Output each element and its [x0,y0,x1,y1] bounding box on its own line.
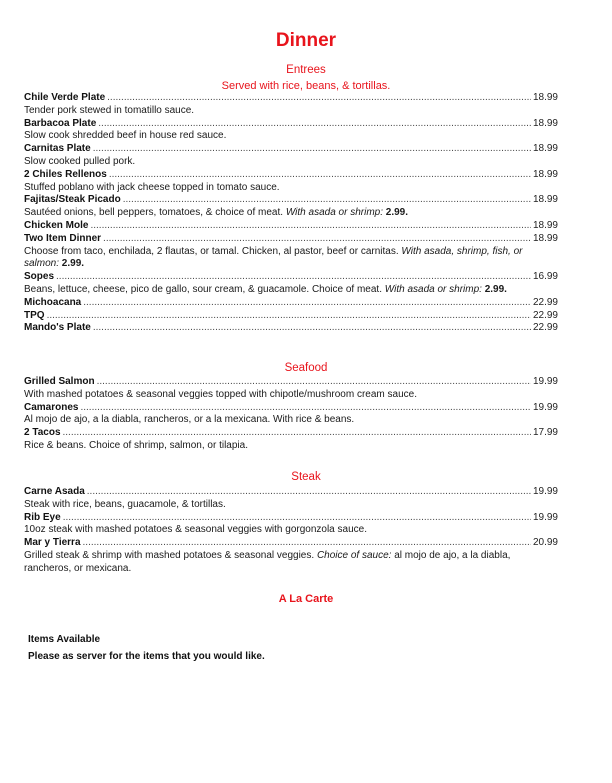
option-note: With asada, shrimp, fish, or salmon: [24,245,523,270]
menu-item-name: 2 Chiles Rellenos [24,168,107,180]
alacarte-note: Please as server for the items that you would like. [28,651,265,662]
dot-leader [98,118,531,131]
menu-item-row [24,486,558,499]
menu-item-description [24,440,558,453]
menu-item-description [24,550,558,576]
addon-note: al mojo de ajo, a la diabla, rancheros, or mexicana. [24,549,511,574]
menu-item-row [24,233,558,246]
seafood-list [24,376,558,453]
menu-item-price: 18.99 [532,143,558,155]
menu-item-price: 18.99 [532,92,558,103]
menu-item-name: Carnitas Plate [24,143,91,155]
menu-item-row [24,322,558,335]
dot-leader [93,143,531,156]
menu-item-row [24,310,558,323]
option-note: With asada or shrimp: [384,283,482,295]
description-text: Grilled steak & shrimp with mashed potatoes & seasonal veggies. [24,549,317,561]
menu-item-name: Mar y Tierra [24,537,81,549]
menu-item-name: Fajitas/Steak Picado [24,194,121,206]
menu-item-price: 19.99 [532,401,558,413]
dot-leader [83,537,531,550]
dot-leader [123,194,531,207]
menu-item-name: Sopes [24,271,55,283]
menu-item-name: TPQ [24,309,45,321]
menu-item-row [24,220,558,233]
menu-item-description [24,105,558,118]
menu-item-price: 18.99 [532,194,558,206]
menu-item-price: 19.99 [532,511,558,523]
option-note: With asada or shrimp: [285,207,383,219]
menu-item-description [24,284,558,297]
alacarte-info [28,631,265,665]
menu-item-price: 18.99 [532,219,558,231]
menu-item-row [24,143,558,156]
menu-item-price: 19.99 [532,486,558,497]
menu-item-name: Camarones [24,401,79,413]
menu-item-description [24,389,558,402]
dot-leader [56,271,531,284]
description-text: Tender pork stewed in tomatillo sauce. [24,104,195,116]
dot-leader [93,322,531,335]
menu-item-row [24,271,558,284]
menu-item-price: 19.99 [532,376,558,387]
menu-item-name: Two Item Dinner [24,232,102,244]
menu-item-row [24,92,558,105]
menu-item-name: Grilled Salmon [24,376,95,387]
menu-item-price: 18.99 [532,232,558,244]
menu-item-row [24,512,558,525]
seafood-title: Seafood [284,362,328,374]
menu-item-name: 2 Tacos [24,427,61,439]
items-available-heading: Items Available [28,634,101,645]
menu-item-description [24,524,558,537]
menu-item-row [24,427,558,440]
menu-item-price: 22.99 [532,296,558,308]
dot-leader [90,220,531,233]
steak-list [24,486,558,576]
dot-leader [87,486,531,499]
menu-item-price: 22.99 [532,322,558,334]
menu-item-description [24,130,558,143]
menu-item-row [24,297,558,310]
dot-leader [107,92,531,105]
page-title: Dinner [275,30,337,51]
menu-item-price: 16.99 [532,271,558,283]
menu-item-row [24,118,558,131]
menu-item-name: Michoacana [24,296,82,308]
description-text: Stuffed poblano with jack cheese topped in tomato sauce. [24,181,280,193]
menu-item-name: Chile Verde Plate [24,92,106,103]
menu-item-row [24,402,558,415]
dot-leader [63,512,531,525]
menu-item-description [24,182,558,195]
description-text: Choose from taco, enchilada, 2 flautas, or tamal. Chicken, al pastor, beef or carnitas. [24,245,402,257]
menu-item-description [24,414,558,427]
menu-item-price: 22.99 [532,309,558,321]
menu-item-name: Rib Eye [24,511,61,523]
menu-item-price: 20.99 [532,537,558,549]
entrees-list [24,92,558,335]
dot-leader [109,169,531,182]
menu-item-price: 17.99 [532,427,558,439]
option-note: Choice of sauce: [316,549,392,561]
steak-title: Steak [291,471,321,483]
menu-item-description [24,246,558,272]
menu-item-name: Carne Asada [24,486,85,497]
menu-item-row [24,194,558,207]
description-text: 10oz steak with mashed potatoes & seasonal veggies with gorgonzola sauce. [24,524,367,536]
menu-item-row [24,537,558,550]
description-text: With mashed potatoes & seasonal veggies topped with chipotle/mushroom cream sauce. [24,388,417,400]
addon-note: 2.99. [59,258,85,270]
dot-leader [47,310,531,323]
menu-item-description [24,156,558,169]
dot-leader [80,402,531,415]
alacarte-title: A La Carte [278,593,334,605]
dot-leader [103,233,531,246]
dot-leader [97,376,531,389]
menu-item-name: Barbacoa Plate [24,117,97,129]
description-text: Sautéed onions, bell peppers, tomatoes, & choice of meat. [24,207,286,219]
dot-leader [63,427,531,440]
entrees-subtitle: Served with rice, beans, & tortillas. [221,80,391,92]
dot-leader [83,297,531,310]
menu-item-row [24,376,558,389]
description-text: Slow cook shredded beef in house red sauce. [24,130,227,142]
menu-item-name: Mando's Plate [24,322,91,334]
entrees-title: Entrees [286,64,326,76]
menu-item-name: Chicken Mole [24,219,89,231]
description-text: Beans, lettuce, cheese, pico de gallo, sour cream, & guacamole. Choice of meat. [24,283,385,295]
menu-item-description [24,499,558,512]
menu-item-row [24,169,558,182]
menu-item-price: 18.99 [532,168,558,180]
addon-note: 2.99. [383,207,409,219]
description-text: Rice & beans. Choice of shrimp, salmon, or tilapia. [24,439,248,451]
menu-item-description [24,207,558,220]
description-text: Slow cooked pulled pork. [24,155,136,167]
description-text: Al mojo de ajo, a la diabla, rancheros, or a la mexicana. With rice & beans. [24,414,355,426]
menu-item-price: 18.99 [532,117,558,129]
addon-note: 2.99. [481,283,507,295]
description-text: Steak with rice, beans, guacamole, & tortillas. [24,498,226,510]
